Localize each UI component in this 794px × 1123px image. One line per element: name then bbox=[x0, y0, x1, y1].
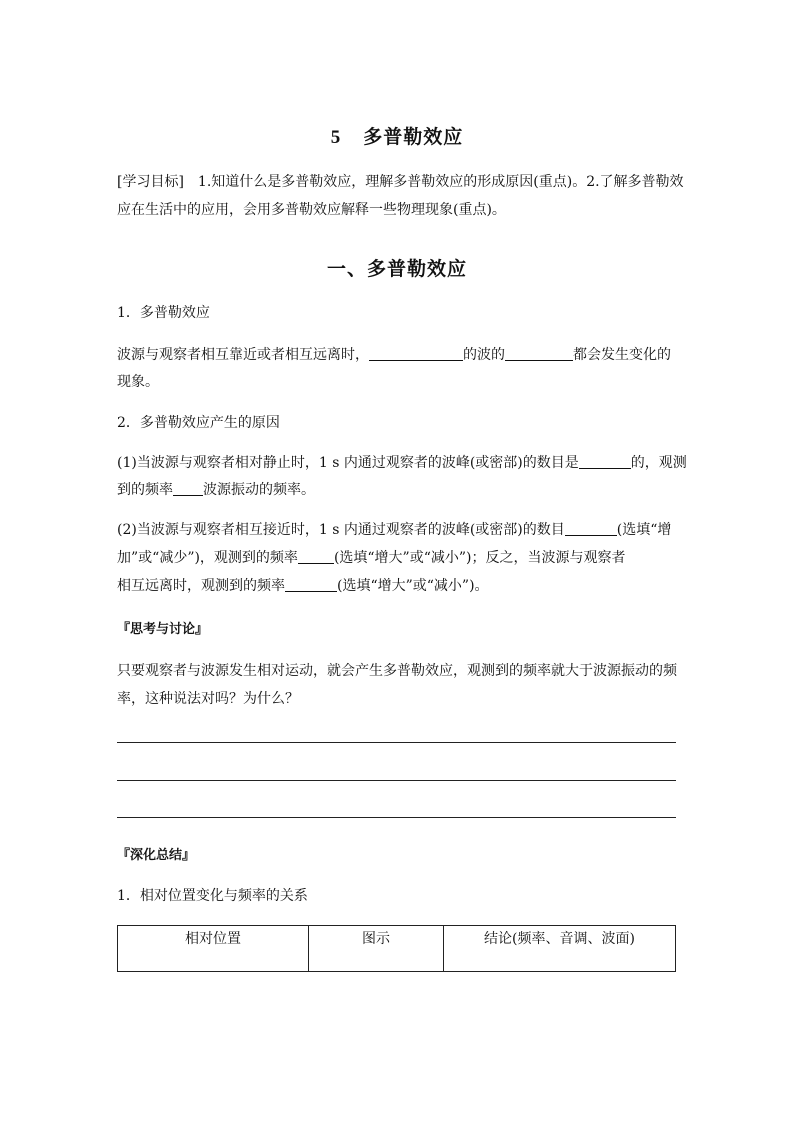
p2-text-c: 加”或“减少”)，观测到的频率 bbox=[117, 550, 298, 566]
discussion-heading: 『思考与讨论』 bbox=[117, 622, 209, 637]
definition-line-2: 现象。 bbox=[117, 374, 159, 390]
paragraph-2-line-2 bbox=[117, 548, 626, 568]
table-header-cell: 相对位置 bbox=[118, 926, 309, 972]
page-title bbox=[0, 122, 794, 149]
p2-text-d: (选填“增大”或“减小”)；反之，当波源与观察者 bbox=[333, 550, 626, 566]
paragraph-1-line-2 bbox=[117, 480, 315, 500]
p1-text-d: 波源振动的频率。 bbox=[203, 482, 315, 498]
p2-text-b: (选填“增 bbox=[616, 522, 672, 538]
item-1-heading: 1．多普勒效应 bbox=[117, 305, 210, 321]
title-number: 5 bbox=[330, 127, 342, 148]
summary-item-1: 1．相对位置变化与频率的关系 bbox=[117, 888, 308, 904]
blank-field[interactable] bbox=[173, 481, 203, 496]
p1-text-a: (1)当波源与观察者相对静止时，1 s 内通过观察者的波峰(或密部)的数目是 bbox=[117, 455, 579, 471]
table-header-row bbox=[118, 926, 676, 972]
objectives-line-2: 应在生活中的应用，会用多普勒效应解释一些物理现象(重点)。 bbox=[117, 202, 506, 218]
def-text-c: 都会发生变化的 bbox=[573, 347, 671, 363]
relation-table bbox=[117, 925, 676, 972]
question-line-1: 只要观察者与波源发生相对运动，就会产生多普勒效应，观测到的频率就大于波源振动的频 bbox=[117, 663, 677, 679]
p2-text-f: (选填“增大”或“减小”)。 bbox=[337, 578, 489, 594]
p2-text-e: 相互远离时，观测到的频率 bbox=[117, 578, 285, 594]
answer-line[interactable] bbox=[117, 817, 676, 818]
blank-field[interactable] bbox=[565, 521, 617, 536]
section-title: 一、多普勒效应 bbox=[326, 258, 467, 280]
def-text-b: 的波的 bbox=[463, 347, 505, 363]
blank-field[interactable] bbox=[298, 549, 334, 564]
paragraph-1-line-1 bbox=[117, 453, 687, 473]
table-header-cell: 图示 bbox=[309, 926, 444, 972]
p2-text-a: (2)当波源与观察者相互接近时，1 s 内通过观察者的波峰(或密部)的数目 bbox=[117, 522, 565, 538]
table-header-cell: 结论(频率、音调、波面) bbox=[444, 926, 676, 972]
blank-field[interactable] bbox=[285, 577, 337, 592]
blank-field[interactable] bbox=[505, 346, 573, 361]
def-text-a: 波源与观察者相互靠近或者相互远离时， bbox=[117, 347, 369, 363]
blank-field[interactable] bbox=[579, 454, 631, 469]
p1-text-b: 的，观测 bbox=[630, 455, 687, 471]
summary-heading: 『深化总结』 bbox=[117, 848, 196, 863]
title-text: 多普勒效应 bbox=[363, 126, 464, 148]
definition-line-1 bbox=[117, 345, 671, 365]
objectives-line-1: [学习目标] 1.知道什么是多普勒效应，理解多普勒效应的形成原因(重点)。2.了解多普勒效 bbox=[117, 174, 684, 190]
item-2-heading: 2．多普勒效应产生的原因 bbox=[117, 415, 280, 431]
blank-field[interactable] bbox=[369, 346, 463, 361]
question-line-2: 率，这种说法对吗？为什么？ bbox=[117, 691, 299, 707]
paragraph-2-line-3 bbox=[117, 576, 489, 596]
paragraph-2-line-1 bbox=[117, 520, 671, 540]
answer-line[interactable] bbox=[117, 742, 676, 743]
answer-line[interactable] bbox=[117, 780, 676, 781]
p1-text-c: 到的频率 bbox=[117, 482, 173, 498]
